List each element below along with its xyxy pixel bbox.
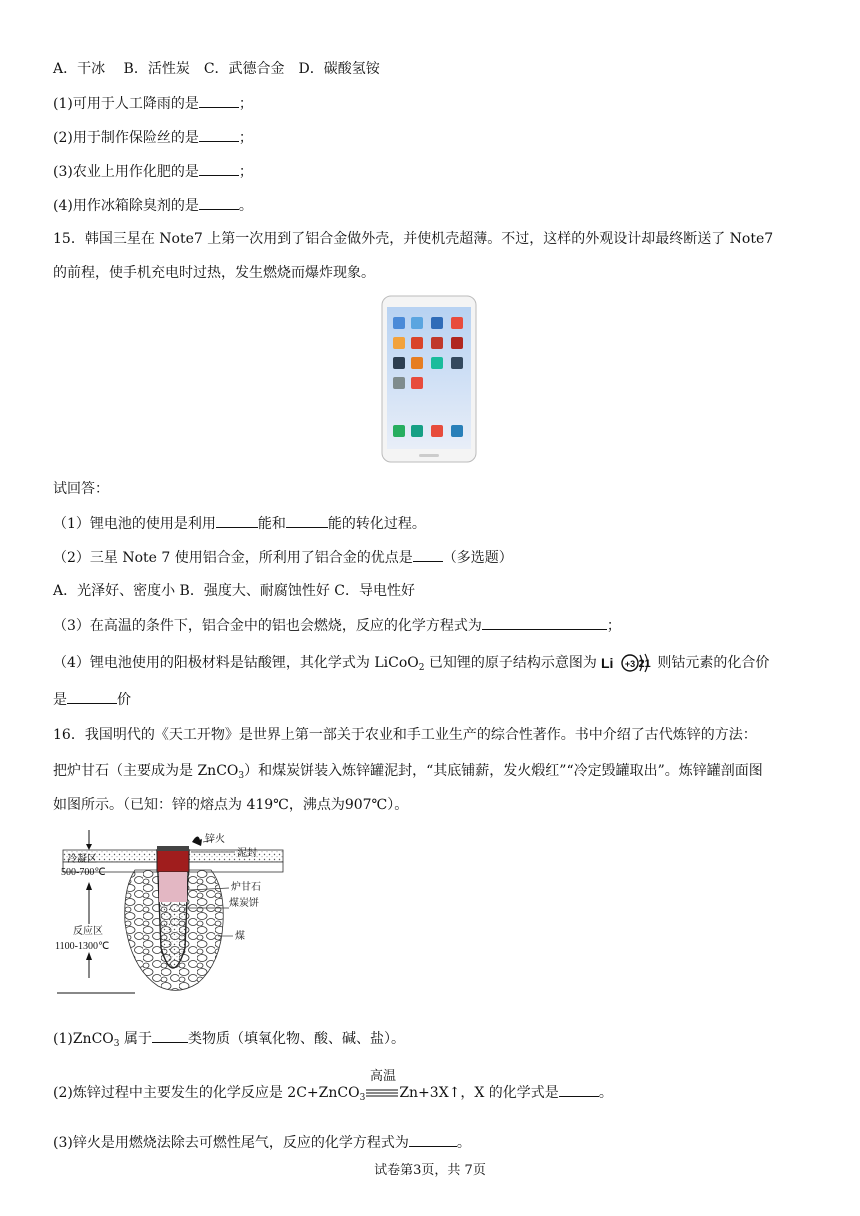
smartphone-image bbox=[381, 295, 477, 463]
answer-blank[interactable] bbox=[199, 127, 239, 142]
answer-blank[interactable] bbox=[286, 513, 328, 528]
q15-s4-sub: 2 bbox=[418, 663, 425, 673]
q15-s2b: （多选题） bbox=[442, 550, 513, 566]
q16-s2a: (2)炼锌过程中主要发生的化学反应是 2C+ZnCO bbox=[53, 1085, 360, 1101]
lithium-atom-structure-icon bbox=[601, 651, 657, 675]
q15-sub4 bbox=[53, 651, 769, 675]
q15-line1: 15．韩国三星在 Note7 上第一次用到了铝合金做外壳，并使机壳超薄。不过，这样的外观设计却最终断送了 Note7 bbox=[53, 231, 774, 247]
label-zinc-fire: 锌火 bbox=[205, 834, 225, 845]
q16-s2-sub: 3 bbox=[359, 1093, 366, 1103]
reaction-condition: 高温 bbox=[370, 1069, 397, 1084]
answer-blank[interactable] bbox=[559, 1082, 599, 1097]
q16-sub1 bbox=[53, 1028, 405, 1049]
q16-s1c: 类物质（填氧化物、酸、碱、盐）。 bbox=[187, 1031, 405, 1047]
q15-s1b: 能和 bbox=[257, 516, 286, 532]
atom-nucleus: +3 bbox=[625, 659, 636, 669]
q15-s3a: （3）在高温的条件下，铝合金中的铝也会燃烧，反应的化学方程式为 bbox=[53, 618, 482, 634]
label-reaction-zone: 反应区 bbox=[73, 926, 103, 937]
q16-sub3 bbox=[53, 1132, 471, 1153]
q15-sub2 bbox=[53, 547, 513, 568]
answer-blank[interactable] bbox=[199, 93, 239, 108]
q14-options: A．干冰 B．活性炭 C．武德合金 D．碳酸氢铵 bbox=[53, 61, 380, 77]
q14-sub4-text: (4)用作冰箱除臭剂的是 bbox=[53, 198, 199, 214]
atom-symbol: Li bbox=[601, 655, 614, 671]
equals-arrow-icon bbox=[365, 1088, 399, 1098]
q16-line2-sub: 3 bbox=[238, 771, 245, 781]
semicolon: ； bbox=[238, 96, 253, 112]
page-footer: 试卷第3页，共 7页 bbox=[374, 1163, 486, 1178]
q15-line2: 的前程，使手机充电时过热，发生燃烧而爆炸现象。 bbox=[53, 265, 375, 281]
q16-s3a: (3)锌火是用燃烧法除去可燃性尾气，反应的化学方程式为 bbox=[53, 1135, 409, 1151]
q14-sub1 bbox=[53, 93, 253, 114]
q15-s4c: 则钴元素的化合价 bbox=[657, 655, 770, 671]
q15-s4e: 价 bbox=[117, 692, 131, 708]
q16-line3: 如图所示。（已知：锌的熔点为 419℃，沸点为907℃）。 bbox=[53, 797, 409, 813]
q15-answer-prompt: 试回答： bbox=[53, 481, 109, 497]
answer-blank[interactable] bbox=[482, 615, 607, 630]
label-condensation-temp: 500-700℃ bbox=[61, 867, 106, 878]
answer-blank[interactable] bbox=[413, 547, 443, 562]
answer-blank[interactable] bbox=[67, 689, 117, 704]
label-coal: 煤 bbox=[235, 931, 245, 942]
q15-s1a: （1）锂电池的使用是利用 bbox=[53, 516, 216, 532]
q15-s2a: （2）三星 Note 7 使用铝合金，所利用了铝合金的优点是 bbox=[53, 550, 413, 566]
semicolon: ； bbox=[238, 130, 253, 146]
label-reaction-temp: 1100-1300℃ bbox=[55, 941, 110, 952]
q15-s4d: 是 bbox=[53, 692, 67, 708]
q16-s3b: 。 bbox=[456, 1135, 471, 1151]
q16-s1a: (1)ZnCO bbox=[53, 1031, 114, 1047]
q16-s2b: Zn+3X↑，X 的化学式是 bbox=[399, 1085, 559, 1101]
q16-sub2 bbox=[53, 1082, 613, 1103]
q16-line2 bbox=[53, 761, 763, 781]
semicolon: ； bbox=[238, 164, 253, 180]
q15-s1c: 能的转化过程。 bbox=[327, 516, 426, 532]
q15-sub4-cont bbox=[53, 689, 131, 710]
q16-s1-sub: 3 bbox=[113, 1039, 120, 1049]
q16-line2b: ）和煤炭饼装入炼锌罐泥封，“其底铺薪，发火煅红”“冷定毁罐取出”。炼锌罐剖面图 bbox=[244, 763, 763, 779]
q15-sub3 bbox=[53, 615, 621, 636]
q14-sub3-text: (3)农业上用作化肥的是 bbox=[53, 164, 199, 180]
q16-line2a: 把炉甘石（主要成为是 ZnCO bbox=[53, 763, 239, 779]
answer-blank[interactable] bbox=[409, 1132, 457, 1147]
period: 。 bbox=[238, 198, 253, 214]
q16-s1b: 属于 bbox=[119, 1031, 152, 1047]
answer-blank[interactable] bbox=[199, 161, 239, 176]
q14-sub3 bbox=[53, 161, 253, 182]
q15-s4a: （4）锂电池使用的阳极材料是钴酸锂，其化学式为 LiCoO bbox=[53, 655, 419, 671]
q15-sub1 bbox=[53, 513, 426, 534]
answer-blank[interactable] bbox=[152, 1028, 188, 1043]
label-seal: 泥封 bbox=[237, 848, 257, 859]
q14-sub2-text: (2)用于制作保险丝的是 bbox=[53, 130, 199, 146]
q15-options: A．光泽好、密度小 B．强度大、耐腐蚀性好 C．导电性好 bbox=[53, 583, 416, 599]
q16-s2c: 。 bbox=[598, 1085, 613, 1101]
q14-sub4 bbox=[53, 195, 253, 216]
answer-blank[interactable] bbox=[199, 195, 239, 210]
label-coal-cake: 煤炭饼 bbox=[229, 898, 259, 909]
q15-s3b: ； bbox=[606, 618, 621, 634]
q14-sub1-text: (1)可用于人工降雨的是 bbox=[53, 96, 199, 112]
q16-line1: 16．我国明代的《天工开物》是世界上第一部关于农业和手工业生产的综合性著作。书中介绍了古代炼锌的方法： bbox=[53, 727, 757, 743]
zinc-smelting-furnace-diagram bbox=[53, 828, 298, 1000]
atom-shells: 21 bbox=[638, 658, 652, 670]
answer-blank[interactable] bbox=[216, 513, 258, 528]
label-calamine: 炉甘石 bbox=[231, 882, 261, 893]
label-condensation-zone: 冷凝区 bbox=[67, 854, 97, 865]
q14-sub2 bbox=[53, 127, 253, 148]
q15-s4b: 已知锂的原子结构示意图为 bbox=[424, 655, 597, 671]
